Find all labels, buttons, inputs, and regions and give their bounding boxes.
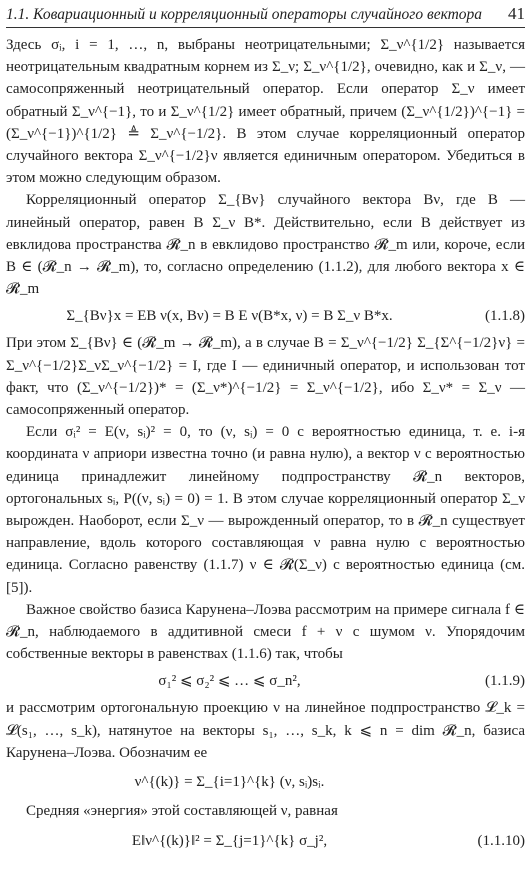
equation-1-1-10 [6,830,525,852]
paragraph-2: Корреляционный оператор Σ_{Bν} случайного вектора Bν, где B — линейный оператор, равен B Σ_ν B*. Действительно, если B действует из евклидова пространства 𝓡_n в евклидово пространство 𝓡_m или, короче, если B ∈ (𝓡_n → 𝓡_m), то, согласно определению (1.1.2), для любого вектора x ∈ 𝓡_m [6,192,525,298]
equation-body: E‖ν^{(k)}‖² = Σ_{j=1}^{k} σ_j², [131,833,328,850]
equation-body: σ₁² ⩽ σ₂² ⩽ … ⩽ σ_n², [158,673,301,690]
equation-1-1-9 [6,670,525,692]
paragraph-4: Если σᵢ² = E(ν, sᵢ)² = 0, то (ν, sᵢ) = 0 с вероятностью единица, т. е. i-я координата ν априори известна точно (и равна нулю), а вектор ν с вероятностью единица принадлежит линейному подпространству 𝓡_n векторов, ортогональных sᵢ, P((ν, sᵢ) = 0) = 1. В этом случае корреляционный оператор Σ_ν вырожден. Наоборот, если Σ_ν — вырожденный оператор, то в 𝓡_n существует направление, вдоль которого составляющая ν равна нулю с вероятностью единица. Согласно равенству (1.1.7) ν ∈ 𝓡(Σ_ν) с вероятностью единица (см. [5]). [6,424,525,596]
equation-1-1-8 [6,305,525,327]
paragraph-6: и рассмотрим ортогональную проекцию ν на линейное подпространство 𝓛_k = 𝓛(s₁, …, s_k), натянутое на векторы s₁, …, s_k, k ⩽ n = dim 𝓡_n, базиса Карунена–Лоэва. Обозначим ее [6,700,525,761]
paragraph-7: Средняя «энергия» этой составляющей ν, равная [26,803,338,820]
equation-projection [6,772,525,792]
equation-number: (1.1.9) [485,673,525,690]
running-header [6,0,525,28]
paragraph-3: При этом Σ_{Bν} ∈ (𝓡_m → 𝓡_m), а в случае B = Σ_ν^{−1/2} Σ_{Σ^{−1/2}ν} = Σ_ν^{−1/2}Σ_νΣ_ν^{−1/2} = I, где I — единичный оператор, и использован тот факт, что (Σ_ν^{−1/2})* = (Σ_ν*)^{−1/2} = Σ_ν^{−1/2}, ибо Σ_ν* = Σ_ν — самосопряженный оператор. [6,335,525,419]
running-title: 1.1. Ковариационный и корреляционный операторы случайного вектора [6,6,483,23]
equation-body: ν^{(k)} = Σ_{i=1}^{k} (ν, sᵢ)sᵢ. [134,774,325,791]
equation-number: (1.1.8) [485,308,525,325]
paragraph-1: Здесь σᵢ, i = 1, …, n, выбраны неотрицательными; Σ_ν^{1/2} называется неотрицательным квадратным корнем из Σ_ν; Σ_ν^{1/2}, очевидно, как и Σ_ν, — самосопряженный неотрицательный оператор. Если оператор Σ_ν имеет обратный Σ_ν^{−1}, то и Σ_ν^{1/2} имеет обратный, причем (Σ_ν^{1/2})^{−1} = (Σ_ν^{−1})^{1/2} ≜ Σ_ν^{−1/2}. В этом случае корреляционный оператор случайного вектора Σ_ν^{−1/2}ν является единичным оператором. Убедиться в этом можно следующим образом. [6,37,525,187]
equation-body: Σ_{Bν}x = EB ν(x, Bν) = B E ν(B*x, ν) = B Σ_ν B*x. [66,308,393,325]
equation-number: (1.1.10) [477,833,525,850]
paragraph-5: Важное свойство базиса Карунена–Лоэва рассмотрим на примере сигнала f ∈ 𝓡_n, наблюдаемого в аддитивной смеси f + ν с шумом ν. Упорядочим собственные векторы в равенствах (1.1.6) так, чтобы [6,601,525,663]
page-number: 41 [508,4,525,23]
